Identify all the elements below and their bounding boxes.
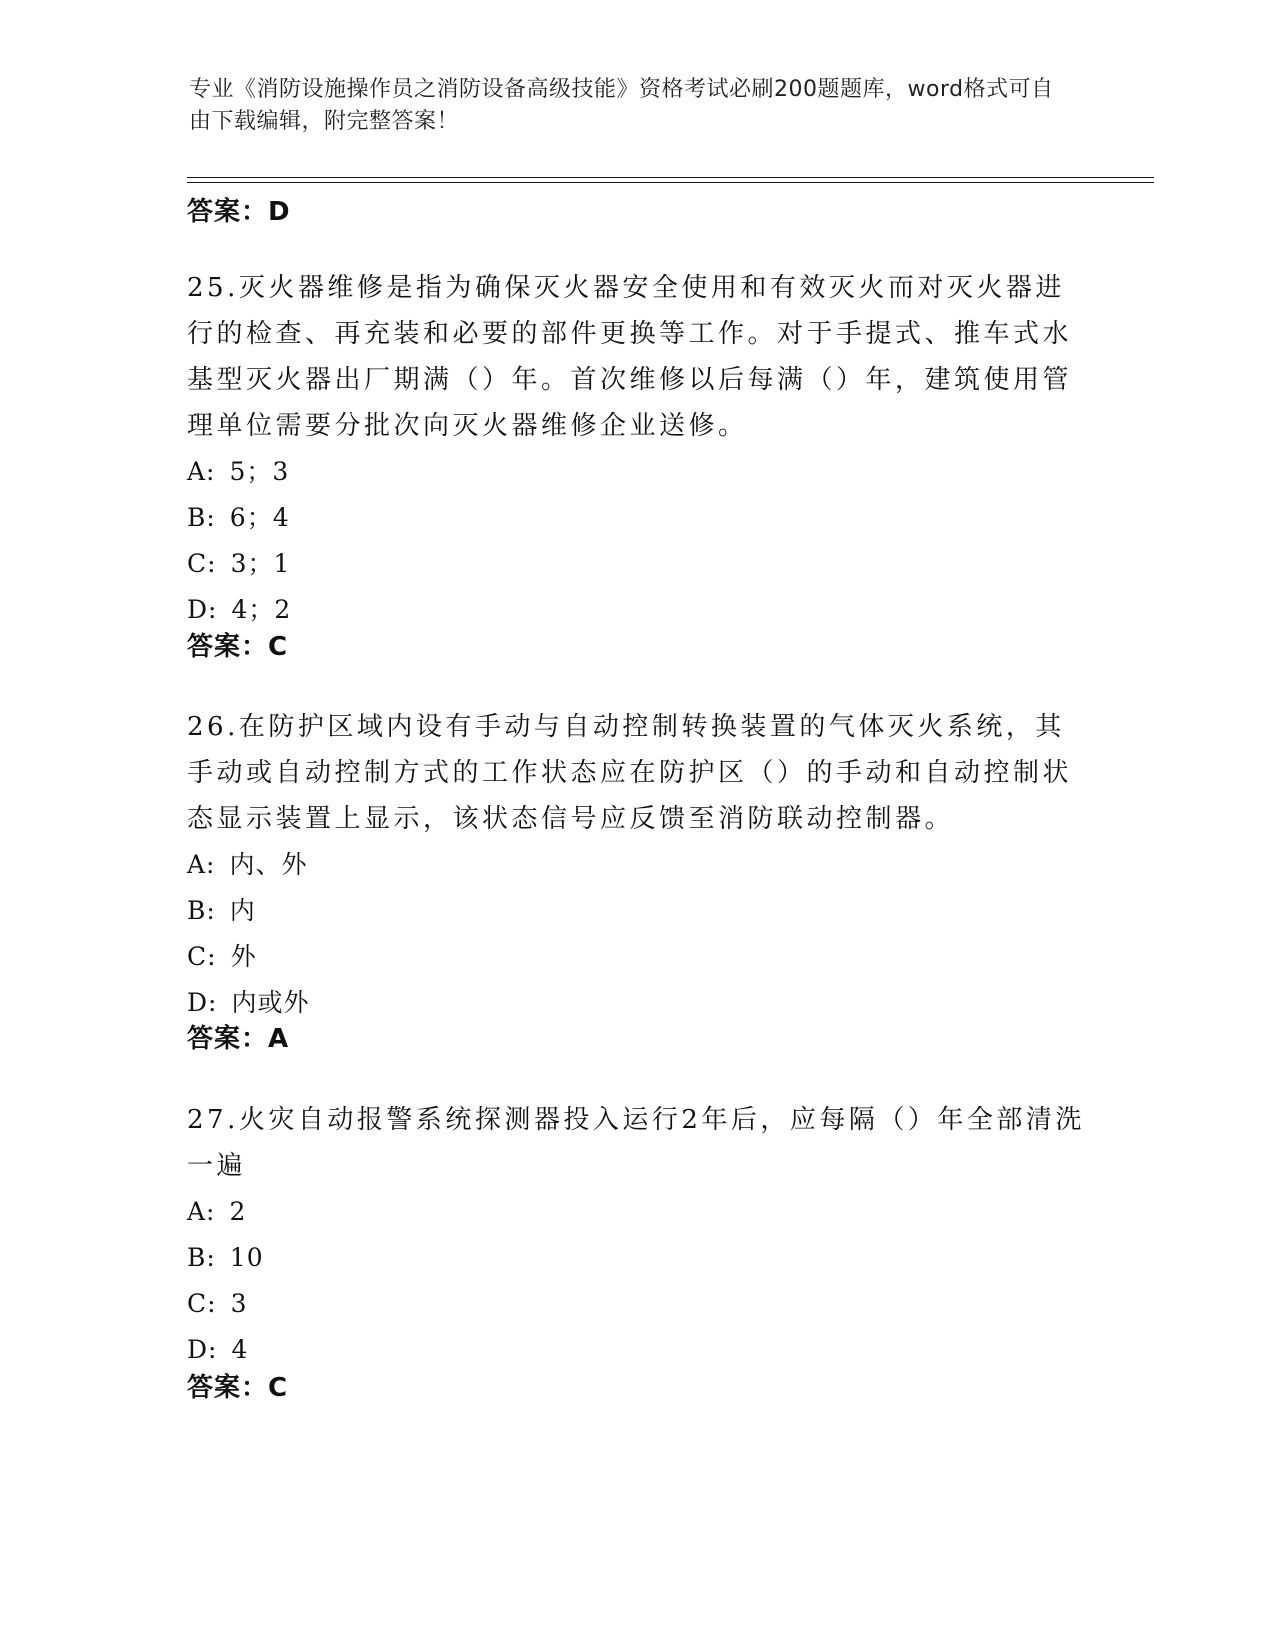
answer-25: 答案：C: [187, 632, 289, 662]
option-text: 外: [230, 942, 257, 971]
option-letter: B:: [187, 503, 216, 532]
option-c: [187, 1281, 1087, 1327]
option-letter: A:: [187, 1197, 216, 1226]
option-letter: C:: [187, 549, 217, 578]
previous-answer: 答案：D: [187, 197, 291, 227]
option-letter: C:: [187, 942, 217, 971]
option-d: [187, 587, 1087, 633]
header-divider-top: [187, 177, 1154, 178]
question-stem: 26.在防护区域内设有手动与自动控制转换装置的气体灭火系统，其手动或自动控制方式的工作状态应在防护区（）的手动和自动控制状态显示装置上显示，该状态信号应反馈至消防联动控制器。: [187, 712, 1073, 834]
option-a: [187, 842, 1087, 888]
option-text: 内、外: [229, 850, 308, 879]
option-list: [187, 1189, 1087, 1373]
option-text: 3: [230, 1289, 248, 1318]
option-text: 10: [229, 1243, 264, 1272]
option-text: 2: [229, 1197, 247, 1226]
option-list: [187, 842, 1087, 1026]
option-list: [187, 449, 1087, 633]
option-letter: B:: [187, 896, 216, 925]
question-stem: 27.火灾自动报警系统探测器投入运行2年后，应每隔（）年全部清洗一遍: [187, 1105, 1085, 1181]
option-letter: B:: [187, 1243, 216, 1272]
option-text: 3；1: [230, 549, 291, 578]
option-text: 内: [229, 896, 256, 925]
option-d: [187, 1327, 1087, 1373]
option-text: 4；2: [231, 595, 292, 624]
option-text: 内或外: [231, 988, 310, 1017]
question-25: [187, 265, 1087, 633]
question-27: [187, 1097, 1087, 1373]
option-a: [187, 449, 1087, 495]
option-b: [187, 888, 1087, 934]
question-26: [187, 704, 1087, 1026]
option-letter: C:: [187, 1289, 217, 1318]
option-text: 5；3: [229, 457, 290, 486]
option-letter: A:: [187, 457, 216, 486]
option-c: [187, 541, 1087, 587]
question-stem: 25.灭火器维修是指为确保灭火器安全使用和有效灭火而对灭火器进行的检查、再充装和必要的部件更换等工作。对于手提式、推车式水基型灭火器出厂期满（）年。首次维修以后每满（）年，建筑使用管理单位需要分批次向灭火器维修企业送修。: [187, 273, 1073, 441]
header-divider-bottom: [187, 182, 1154, 183]
option-text: 4: [231, 1335, 249, 1364]
option-a: [187, 1189, 1087, 1235]
option-letter: D:: [187, 595, 218, 624]
option-letter: D:: [187, 1335, 218, 1364]
answer-27: 答案：C: [187, 1373, 289, 1403]
answer-26: 答案：A: [187, 1024, 290, 1054]
option-letter: D:: [187, 988, 218, 1017]
option-b: [187, 1235, 1087, 1281]
option-letter: A:: [187, 850, 216, 879]
option-text: 6；4: [229, 503, 290, 532]
option-b: [187, 495, 1087, 541]
option-d: [187, 980, 1087, 1026]
option-c: [187, 934, 1087, 980]
page-header: 专业《消防设施操作员之消防设备高级技能》资格考试必刷200题题库，word格式可自由下载编辑，附完整答案！: [189, 77, 1054, 134]
